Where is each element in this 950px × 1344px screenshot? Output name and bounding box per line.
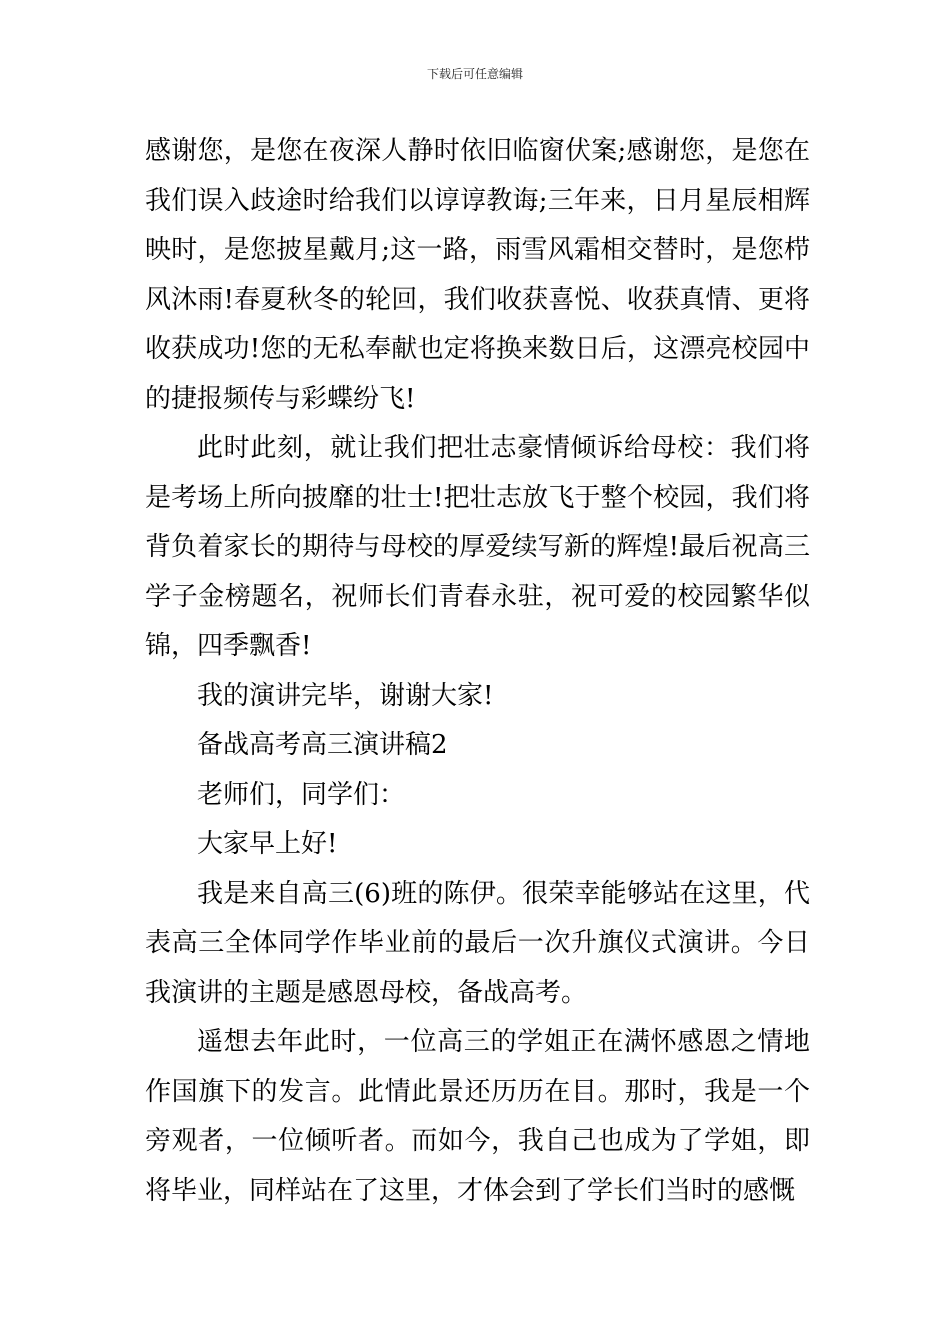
section-title: 备战高考高三演讲稿2 (197, 730, 448, 760)
paragraph-aspiration: 此时此刻，就让我们把壮志豪情倾诉给母校：我们将是考场上所向披靡的壮士!把壮志放飞于整个校园，我们将背负着家长的期待与母校的厚爱续写新的辉煌!最后祝高三学子金榜题名，祝师长们青春永驻，祝可爱的校园繁华似锦，四季飘香! (145, 433, 810, 661)
paragraph-closing: 我的演讲完毕，谢谢大家! (197, 680, 494, 711)
paragraph-recollection: 遥想去年此时，一位高三的学姐正在满怀感恩之情地作国旗下的发言。此情此景还历历在目。那时，我是一个旁观者，一位倾听者。而如今，我自己也成为了学姐，即将毕业，同样站在了这里，才体会到了学长们当时的感慨 (145, 1027, 810, 1206)
paragraph-greeting: 大家早上好! (197, 829, 338, 859)
paragraph-gratitude: 感谢您，是您在夜深人静时依旧临窗伏案;感谢您，是您在我们误入歧途时给我们以谆谆教诲;三年来，日月星辰相辉映时，是您披星戴月;这一路，雨雪风霜相交替时，是您栉风沐雨!春夏秋冬的轮回，我们收获喜悦、收获真情、更将收获成功!您的无私奉献也定将换来数日后，这漂亮校园中的捷报频传与彩蝶纷飞! (145, 136, 810, 414)
document-body (145, 127, 810, 1216)
page-header: 下载后可任意编辑 (426, 67, 523, 81)
paragraph-introduction: 我是来自高三(6)班的陈伊。很荣幸能够站在这里，代表高三全体同学作毕业前的最后一次升旗仪式演讲。今日我演讲的主题是感恩母校，备战高考。 (145, 878, 810, 1008)
paragraph-salutation: 老师们，同学们： (197, 779, 406, 810)
